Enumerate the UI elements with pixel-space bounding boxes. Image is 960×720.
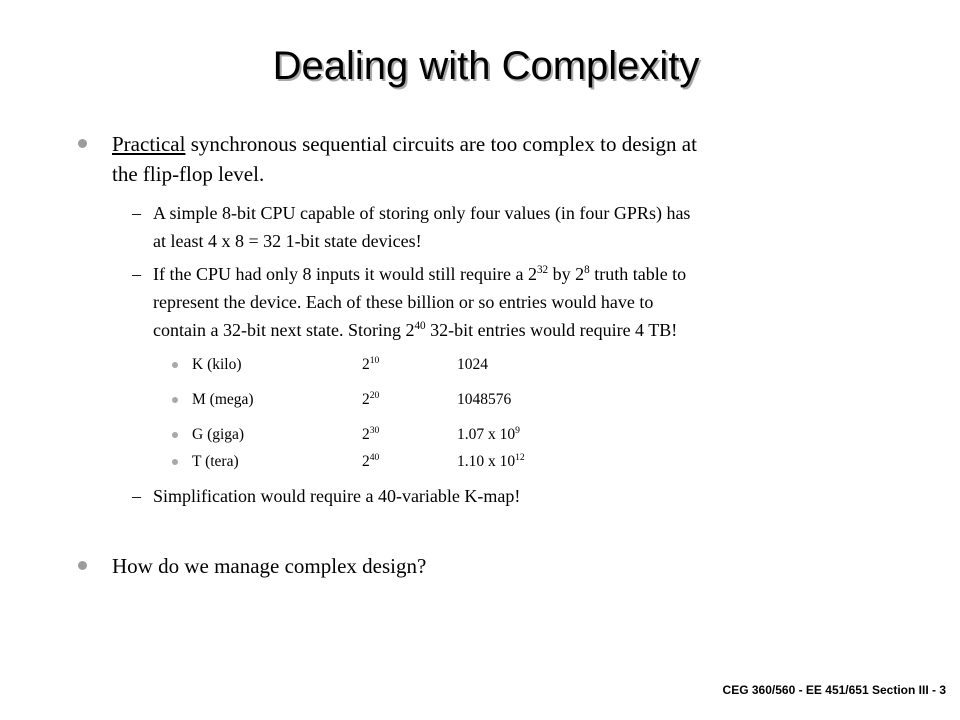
unit-value [457,451,525,473]
power-exp: 40 [369,451,380,463]
bullet-1-rest: synchronous sequential circuits are too complex to design at [185,132,697,156]
unit-power [362,451,379,473]
bullet-dot-icon [78,561,87,570]
value-text: 1048576 [457,391,512,408]
power-base: 2 [362,426,370,443]
unit-power [362,354,379,376]
text-part: truth table to [589,264,687,284]
power-exp: 20 [369,389,380,401]
slide-footer: CEG 360/560 - EE 451/651 Section III - 3 [722,683,946,697]
bullet-dot-icon [78,139,87,148]
sub-bullet-3: Simplification would require a 40-variable K-map! [153,486,521,506]
text-part: 32-bit entries would require 4 TB! [425,320,678,340]
slide-title: Dealing with Complexity [272,44,700,88]
unit-value [457,424,520,446]
small-bullet-icon [172,432,178,438]
value-exp: 12 [515,451,525,463]
sub-bullet-1-line-2: at least 4 x 8 = 32 1-bit state devices! [153,231,422,251]
unit-value [457,389,511,411]
text-part: If the CPU had only 8 inputs it would still require a 2 [153,264,537,284]
small-bullet-icon [172,397,178,403]
bullet-1-line-1 [112,129,932,159]
value-text: 1024 [457,356,488,373]
sub-bullet-2 [153,260,943,344]
unit-name: G (giga) [192,426,245,443]
unit-power [362,389,379,411]
dash-icon: – [132,486,141,506]
bullet-1 [112,129,932,189]
sub-bullet-2-line-3 [153,316,943,344]
sub-bullet-1-line-1: A simple 8-bit CPU capable of storing only four values (in four GPRs) has [153,203,691,223]
superscript: 32 [536,264,549,276]
power-exp: 10 [369,354,380,366]
value-text: 1.10 x 10 [457,453,516,470]
small-bullet-icon [172,459,178,465]
power-exp: 30 [369,424,380,436]
unit-name: K (kilo) [192,356,242,373]
text-part: contain a 32-bit next state. Storing 2 [153,320,415,340]
power-base: 2 [362,391,370,408]
unit-value [457,354,488,376]
small-bullet-icon [172,362,178,368]
unit-name: M (mega) [192,391,254,408]
power-base: 2 [362,356,370,373]
superscript: 8 [584,264,590,276]
value-exp: 9 [515,424,520,436]
text-part: by 2 [548,264,585,284]
bullet-2: How do we manage complex design? [112,554,427,578]
superscript: 40 [414,320,426,332]
dash-icon: – [132,203,141,223]
practical-underlined: Practical [112,132,186,156]
bullet-1-line-2: the flip-flop level. [112,162,265,186]
sub-bullet-1 [153,199,943,255]
power-base: 2 [362,453,370,470]
unit-name: T (tera) [192,453,239,470]
unit-power [362,424,379,446]
value-text: 1.07 x 10 [457,426,516,443]
sub-bullet-2-line-1 [153,260,943,288]
sub-bullet-2-line-2: represent the device. Each of these billion or so entries would have to [153,292,654,312]
dash-icon: – [132,264,141,284]
